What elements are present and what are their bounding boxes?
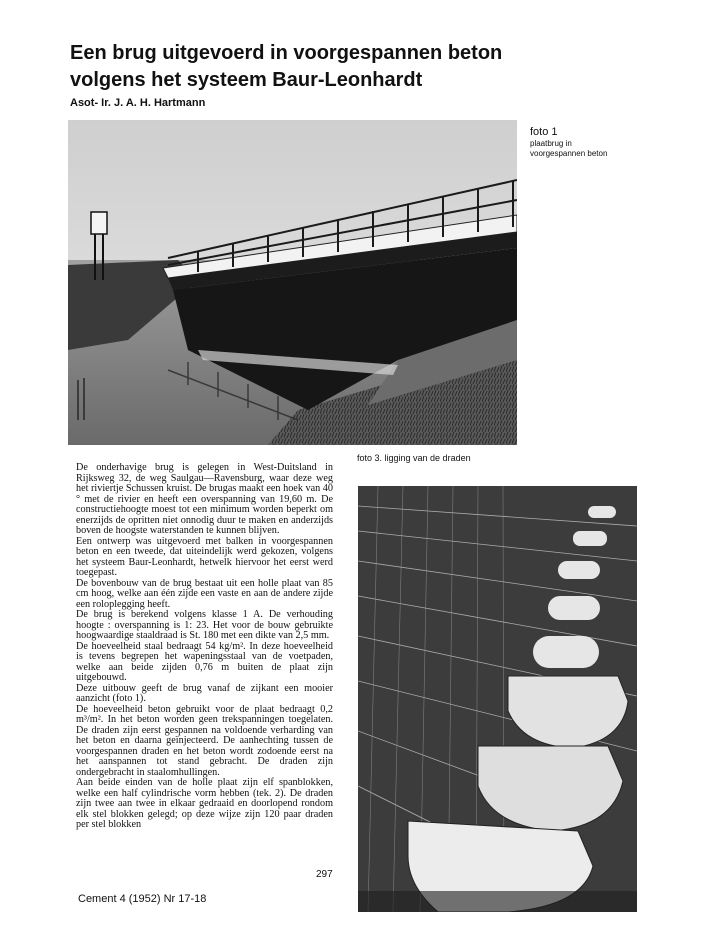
body-paragraph: De brug is berekend volgens klasse 1 A. De verhouding hoogte : overspanning is 1: 23. Het voor de bouw gebruikte hoogwaardige staaldraad is St. 180 met een dikte van 2,5 mm. <box>76 609 333 641</box>
body-paragraph: De onderhavige brug is gelegen in West-Duitsland in Rijksweg 32, de weg Saulgau—Ravensburg, waar deze weg het riviertje Schussen kruist. De brugas maakt een hoek van 40 ° met de rivier en heeft een overspanning van 19,60 m. De constructiehoogte moest tot een minimum worden beperkt om enerzijds de opritten niet onnodig duur te maken en anderzijds boven de hoogste waterstanden te kunnen blijven. <box>76 462 333 536</box>
bridge-photo <box>68 120 517 445</box>
page-number: 297 <box>316 869 333 880</box>
body-paragraph: De hoeveelheid beton gebruikt voor de plaat bedraagt 0,2 m³/m². In het beton worden geen trekspanningen toegelaten. De draden zijn eerst gespannen na voldoende verharding van het beton en daarna geïnjecteerd. De aanhechting tussen de voorgespannen draden en het beton wordt zodoende eerst na het aanspannen tot stand gebracht. De draden zijn ondergebracht in staalomhullingen. <box>76 703 333 778</box>
article-body <box>76 463 333 831</box>
journal-reference: Cement 4 (1952) Nr 17-18 <box>78 893 207 905</box>
body-paragraph: De bovenbouw van de brug bestaat uit een holle plaat van 85 cm hoog, welke aan één zijde een vaste en aan de andere zijde een roloplegging heeft. <box>76 577 333 610</box>
body-paragraph: De hoeveelheid staal bedraagt 54 kg/m². In deze hoeveelheid is tevens begrepen het wapeningsstaal van de voetpaden, welke aan beide zijden 0,76 m buiten de plaat zijn uitgebouwd. <box>76 640 333 683</box>
photo1-caption <box>530 126 610 159</box>
wires-photo-drawing <box>358 486 637 912</box>
body-paragraph: Deze uitbouw geeft de brug vanaf de zijkant een mooier aanzicht (foto 1). <box>76 682 333 704</box>
article-title <box>70 40 630 94</box>
photo1-description: plaatbrug in voorgespannen beton <box>530 139 608 158</box>
body-paragraph: Aan beide einden van de holle plaat zijn elf spanblokken, welke een half cylindrische vorm hebben (tek. 2). De draden zijn twee aan twee in elkaar gedraaid en doorlopend rondom elk stel blokken gelegd; op deze wijze zijn 120 paar draden per stel blokken <box>76 777 333 830</box>
author-line: Asot- Ir. J. A. H. Hartmann <box>70 97 206 109</box>
title-line-1: Een brug uitgevoerd in voorgespannen beton <box>70 42 503 64</box>
photo3-caption: foto 3. ligging van de draden <box>357 453 471 463</box>
bridge-photo-drawing <box>68 120 517 445</box>
title-line-2: volgens het systeem Baur-Leonhardt <box>70 69 423 91</box>
wires-photo <box>358 486 637 912</box>
photo1-label: foto 1 <box>530 126 558 138</box>
body-paragraph: Een ontwerp was uitgevoerd met balken in voorgespannen beton en een tweede, dat uiteindelijk werd gekozen, volgens het systeem Baur-Leonhardt, hetwelk hiervoor het eerst werd toegepast. <box>76 535 333 578</box>
